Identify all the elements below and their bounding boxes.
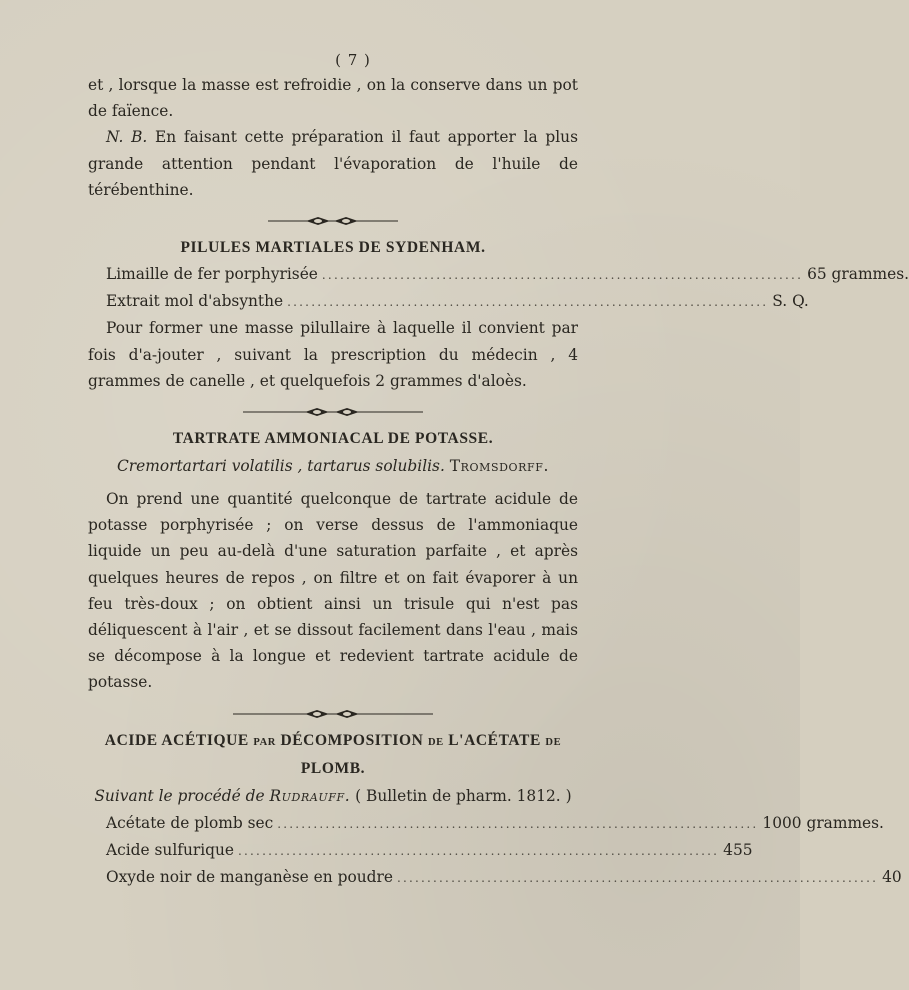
leader-dots: ................................................................................ bbox=[238, 843, 720, 858]
ingredient-row bbox=[106, 810, 884, 837]
intro-paragraph: et , lorsque la masse est refroidie , on la conserve dans un pot de faïence. bbox=[88, 76, 578, 121]
ingredient-quantity: S. Q. bbox=[772, 292, 809, 311]
leader-dots: ................................................................................ bbox=[277, 816, 759, 831]
ingredient-row bbox=[106, 261, 909, 288]
synonym-text: Cremortartari volatilis , tartarus solubilis. bbox=[117, 457, 445, 476]
title-part: DÉCOMPOSITION bbox=[280, 731, 424, 749]
source-prefix: Suivant le procédé de bbox=[94, 786, 265, 805]
ornament-divider-icon bbox=[233, 708, 433, 720]
tartrate-paragraph: On prend une quantité quelconque de tartrate acidule de potasse porphyrisée ; on verse dessus de l'ammoniaque liquide un peu au-delà d'une saturation parfaite , et après quelques heures de repos , on filtre et on fait évaporer à un feu très-doux ; on obtient ainsi un trisule qui n'est pas déliquescent à l'air , et se dissout facilement dans l'eau , mais se décompose à la longue et redevient tartrate acidule de potasse. bbox=[88, 490, 578, 692]
title-connector: DE bbox=[545, 736, 562, 748]
ornament-divider-icon bbox=[243, 406, 423, 418]
ingredient-name: Oxyde noir de manganèse en poudre bbox=[106, 868, 393, 887]
title-part: L'ACÉTATE bbox=[448, 731, 541, 749]
ingredient-quantity: 455 bbox=[723, 840, 753, 859]
ingredient-name: Acide sulfurique bbox=[106, 840, 235, 859]
text-column bbox=[88, 48, 909, 891]
pilules-paragraph: Pour former une masse pilullaire à laquelle il convient par fois d'a-jouter , suivant la prescription du médecin , 4 grammes de canelle , et quelquefois 2 grammes d'aloès. bbox=[88, 319, 578, 390]
title-part: PLOMB. bbox=[300, 759, 366, 777]
nota-bene-text: En faisant cette préparation il faut apporter la plus grande attention pendant l'évaporation de l'huile de térébenthine. bbox=[88, 128, 578, 199]
section-title-pilules: PILULES MARTIALES DE SYDENHAM. bbox=[180, 239, 486, 257]
source-author: Rudrauff. bbox=[269, 786, 351, 805]
ingredient-quantity: 1000 grammes. bbox=[762, 813, 884, 832]
page-number: ( 7 ) bbox=[335, 51, 371, 69]
ingredient-name: Extrait mol d'absynthe bbox=[106, 292, 284, 311]
ornament-divider-icon bbox=[268, 215, 398, 227]
section-title-acide bbox=[88, 728, 578, 782]
leader-dots: ................................................................................ bbox=[287, 295, 769, 310]
title-part: ACIDE ACÉTIQUE bbox=[104, 731, 249, 749]
synonym-line bbox=[88, 452, 578, 480]
leader-dots: ................................................................................ bbox=[321, 268, 804, 283]
nota-bene-paragraph bbox=[88, 124, 578, 203]
nota-bene-label: N. B. bbox=[106, 128, 148, 147]
title-connector: PAR bbox=[253, 736, 276, 748]
ingredient-name: Acétate de plomb sec bbox=[106, 813, 274, 832]
ingredient-name: Limaille de fer porphyrisée bbox=[106, 265, 318, 284]
author-name: Tromsdorff. bbox=[449, 457, 549, 476]
ingredient-row bbox=[106, 837, 753, 864]
leader-dots: ................................................................................ bbox=[396, 871, 879, 886]
procedure-source-line bbox=[88, 782, 578, 810]
ingredient-row bbox=[106, 864, 902, 891]
ingredient-quantity: 40 bbox=[882, 868, 902, 887]
section-title-tartrate: TARTRATE AMMONIACAL DE POTASSE. bbox=[172, 430, 494, 448]
source-reference: ( Bulletin de pharm. 1812. ) bbox=[355, 786, 572, 805]
ingredient-quantity: 65 grammes. bbox=[807, 265, 909, 284]
ingredient-row bbox=[106, 288, 809, 315]
title-connector: DE bbox=[427, 736, 444, 748]
